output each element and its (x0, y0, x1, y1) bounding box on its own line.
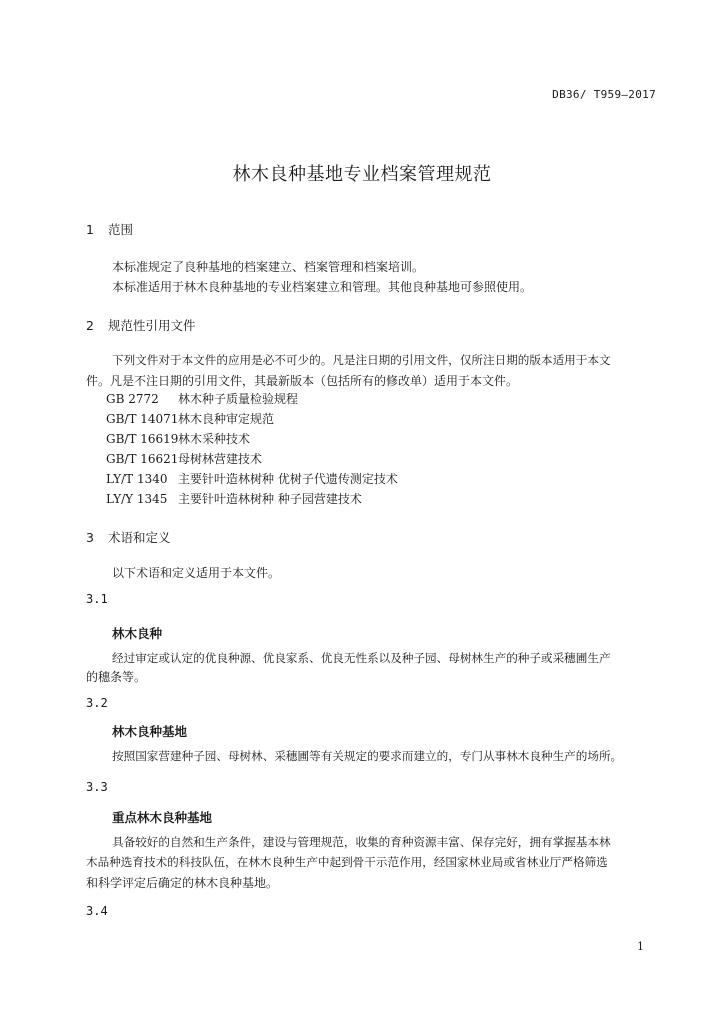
reference-name: 母树林营建技术 (178, 452, 263, 466)
section-title: 术语和定义 (108, 530, 171, 545)
reference-item (106, 490, 362, 507)
standard-code: DB36/ T959—2017 (552, 88, 656, 101)
document-title: 林木良种基地专业档案管理规范 (232, 164, 492, 185)
section-title: 范围 (108, 222, 134, 237)
reference-item (106, 410, 274, 427)
section-number: 3 (86, 530, 94, 545)
reference-name: 主要针叶造林树种 优树子代遗传测定技术 (178, 472, 398, 486)
section-2-intro-line-2: 件。凡是不注日期的引用文件，其最新版本（包括所有的修改单）适用于本文件。 (86, 374, 519, 388)
term-number: 3.3 (86, 780, 108, 794)
term-definition-line-2: 的穗条等。 (86, 670, 147, 684)
term-name: 重点林木良种基地 (112, 810, 213, 825)
term-definition-line-1: 按照国家营建种子园、母树林、采穗圃等有关规定的要求而建立的，专门从事林木良种生产的场所。 (112, 749, 623, 763)
section-3-intro: 以下术语和定义适用于本文件。 (112, 566, 281, 580)
term-definition-line-2: 木品种选育技术的科技队伍，在林木良种生产中起到骨干示范作用，经国家林业局或省林业厅严格筛选 (86, 855, 608, 869)
section-2-intro-line-1: 下列文件对于本文件的应用是必不可少的。凡是注日期的引用文件，仅所注日期的版本适用于本文 (112, 353, 611, 367)
reference-name: 主要针叶造林树种 种子园营建技术 (178, 492, 362, 506)
section-2-heading (86, 316, 196, 334)
reference-item (106, 450, 262, 467)
reference-item (106, 430, 250, 447)
reference-code: LY/T 1340 (106, 472, 168, 486)
reference-name: 林木种子质量检验规程 (178, 392, 299, 406)
term-number: 3.4 (86, 904, 108, 918)
section-1-paragraph-1: 本标准规定了良种基地的档案建立、档案管理和档案培训。 (112, 260, 425, 274)
reference-code: GB/T 16621 (106, 452, 179, 466)
term-definition-line-1: 经过审定或认定的优良种源、优良家系、优良无性系以及种子园、母树林生产的种子或采穗圃生产 (112, 651, 611, 665)
reference-name: 林木良种审定规范 (178, 412, 275, 426)
section-3-heading (86, 528, 171, 546)
section-title: 规范性引用文件 (108, 318, 196, 333)
reference-code: GB 2772 (106, 392, 159, 406)
reference-code: GB/T 16619 (106, 432, 179, 446)
section-number: 1 (86, 222, 94, 237)
reference-code: LY/Y 1345 (106, 492, 168, 506)
term-number: 3.2 (86, 696, 108, 710)
term-definition-line-1: 具备较好的自然和生产条件，建设与管理规范，收集的育种资源丰富、保存完好，拥有掌握基本林 (112, 835, 611, 849)
reference-code: GB/T 14071 (106, 412, 179, 426)
reference-name: 林木采种技术 (178, 432, 251, 446)
term-name: 林木良种 (112, 626, 163, 641)
term-definition-line-3: 和科学评定后确定的林木良种基地。 (86, 876, 279, 890)
reference-item (106, 390, 298, 407)
section-number: 2 (86, 318, 94, 333)
term-name: 林木良种基地 (112, 724, 188, 739)
page-number: 1 (637, 940, 644, 953)
section-1-paragraph-2: 本标准适用于林木良种基地的专业档案建立和管理。其他良种基地可参照使用。 (112, 280, 533, 294)
term-number: 3.1 (86, 592, 108, 606)
section-1-heading (86, 220, 133, 238)
reference-item (106, 470, 398, 487)
